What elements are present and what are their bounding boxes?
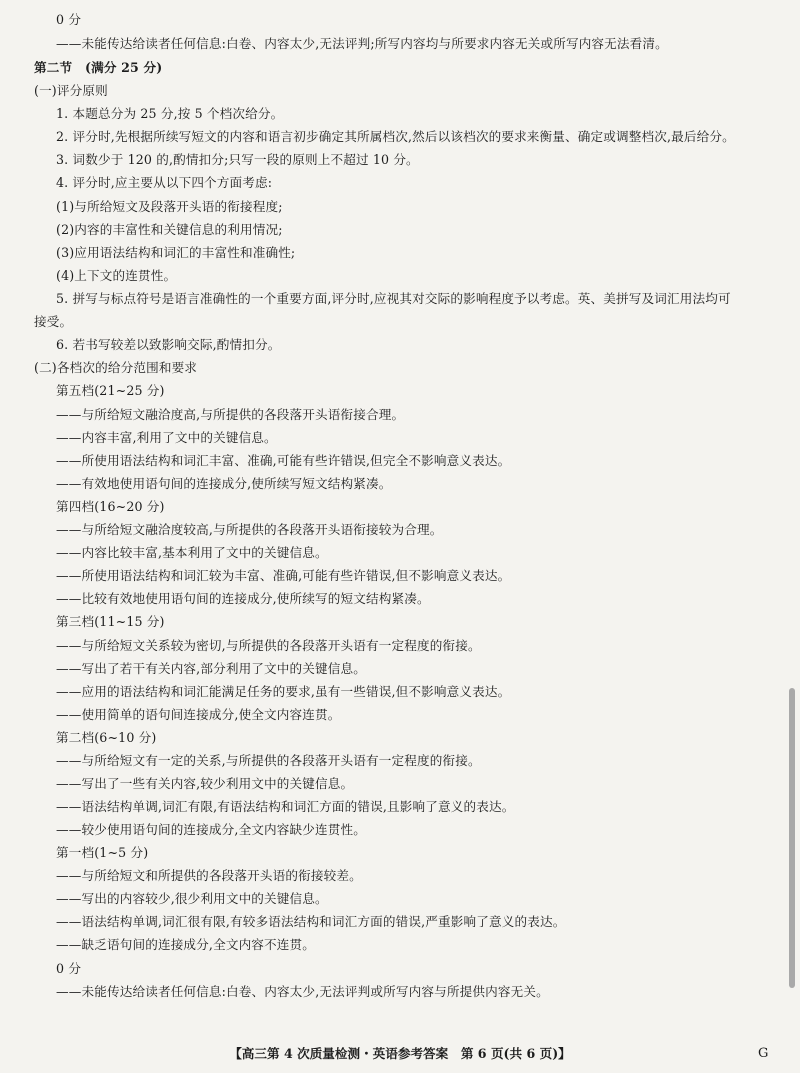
scrollbar-thumb[interactable] [789,688,795,988]
text-line: ——使用简单的语句间连接成分,使全文内容连贯。 [56,707,341,722]
text-line: ——与所给短文关系较为密切,与所提供的各段落开头语有一定程度的衔接。 [56,638,481,653]
text-line: 第二档(6~10 分) [56,730,157,745]
text-line: (一)评分原则 [34,83,108,98]
text-line: (2)内容的丰富性和关键信息的利用情况; [56,222,283,237]
text-line: (4)上下文的连贯性。 [56,268,177,283]
text-line: 第三档(11~15 分) [56,614,165,629]
text-line: ——写出了一些有关内容,较少利用文中的关键信息。 [56,776,354,791]
text-line: 0 分 [56,12,82,27]
text-line: 0 分 [56,961,82,976]
text-line: ——应用的语法结构和词汇能满足任务的要求,虽有一些错误,但不影响意义表达。 [56,684,511,699]
page-footer: 【高三第 4 次质量检测・英语参考答案 第 6 页(共 6 页)】 [229,1046,571,1061]
version-mark: G [758,1046,769,1061]
text-line: ——与所给短文融洽度高,与所提供的各段落开头语衔接合理。 [56,407,405,422]
text-line: ——语法结构单调,词汇有限,有语法结构和词汇方面的错误,且影响了意义的表达。 [56,799,515,814]
text-line: ——内容丰富,利用了文中的关键信息。 [56,430,277,445]
text-line: 4. 评分时,应主要从以下四个方面考虑: [56,175,273,190]
text-line: ——内容比较丰富,基本利用了文中的关键信息。 [56,545,328,560]
text-line: 第二节 (满分 25 分) [34,60,163,75]
text-line: ——语法结构单调,词汇很有限,有较多语法结构和词汇方面的错误,严重影响了意义的表达。 [56,914,566,929]
text-line: 1. 本题总分为 25 分,按 5 个档次给分。 [56,106,284,121]
text-line: ——写出的内容较少,很少利用文中的关键信息。 [56,891,328,906]
text-line: 3. 词数少于 120 的,酌情扣分;只写一段的原则上不超过 10 分。 [56,152,419,167]
text-line: (1)与所给短文及段落开头语的衔接程度; [56,199,283,214]
text-line: ——缺乏语句间的连接成分,全文内容不连贯。 [56,937,316,952]
text-line: ——与所给短文融洽度较高,与所提供的各段落开头语衔接较为合理。 [56,522,443,537]
text-line: (3)应用语法结构和词汇的丰富性和准确性; [56,245,296,260]
text-line: ——所使用语法结构和词汇较为丰富、准确,可能有些许错误,但不影响意义表达。 [56,568,511,583]
text-line: ——与所给短文有一定的关系,与所提供的各段落开头语有一定程度的衔接。 [56,753,481,768]
text-line: ——较少使用语句间的连接成分,全文内容缺少连贯性。 [56,822,367,837]
text-line: ——与所给短文和所提供的各段落开头语的衔接较差。 [56,868,362,883]
text-line: 第五档(21~25 分) [56,383,165,398]
text-line: ——未能传达给读者任何信息:白卷、内容太少,无法评判;所写内容均与所要求内容无关或所写内容无法看清。 [56,36,668,51]
text-line: ——有效地使用语句间的连接成分,使所续写短文结构紧凑。 [56,476,392,491]
text-line: 5. 拼写与标点符号是语言准确性的一个重要方面,评分时,应视其对交际的影响程度予以考虑。英、美拼写及词汇用法均可 [56,291,731,306]
text-line: ——比较有效地使用语句间的连接成分,使所续写的短文结构紧凑。 [56,591,430,606]
text-line: 2. 评分时,先根据所续写短文的内容和语言初步确定其所属档次,然后以该档次的要求来衡量、确定或调整档次,最后给分。 [56,129,735,144]
text-line: 接受。 [34,314,73,329]
text-line: ——所使用语法结构和词汇丰富、准确,可能有些许错误,但完全不影响意义表达。 [56,453,511,468]
text-line: ——写出了若干有关内容,部分利用了文中的关键信息。 [56,661,367,676]
text-line: 第一档(1~5 分) [56,845,149,860]
text-line: ——未能传达给读者任何信息:白卷、内容太少,无法评判或所写内容与所提供内容无关。 [56,984,549,999]
text-line: (二)各档次的给分范围和要求 [34,360,198,375]
text-line: 第四档(16~20 分) [56,499,165,514]
text-line: 6. 若书写较差以致影响交际,酌情扣分。 [56,337,281,352]
